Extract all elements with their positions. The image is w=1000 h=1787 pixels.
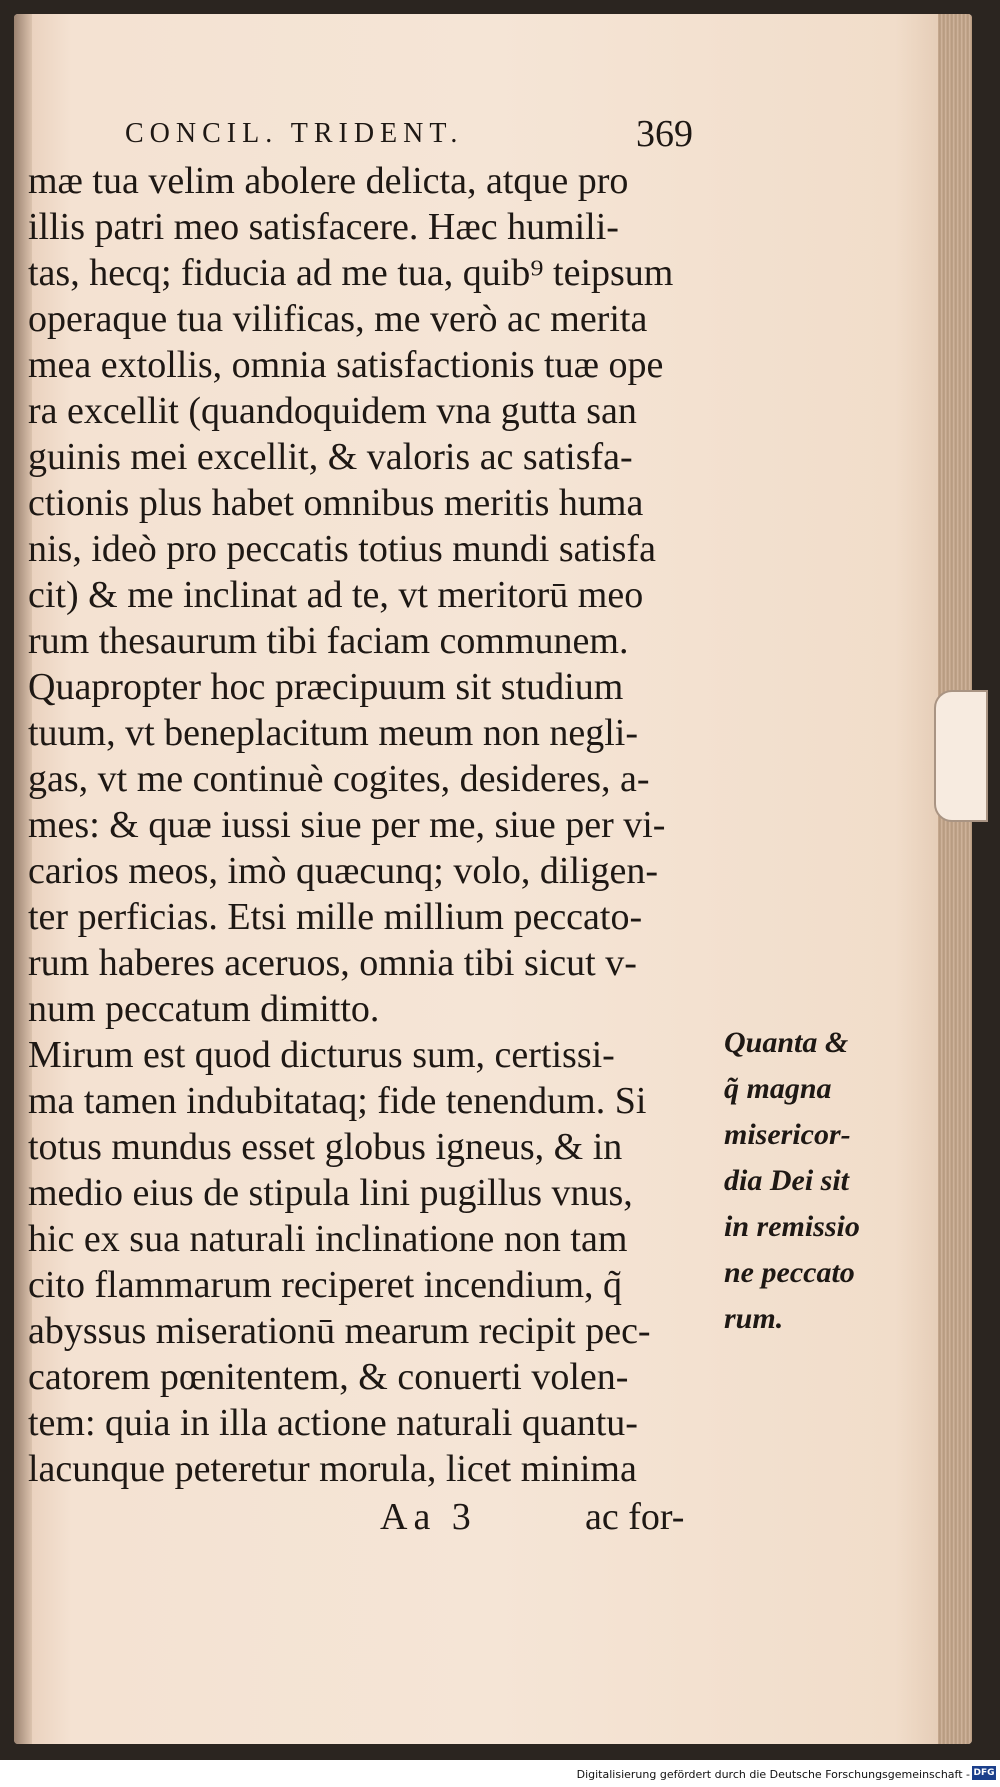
signature-mark: Aa 3	[380, 1496, 477, 1538]
body-line: mæ tua velim abolere delicta, atque pro	[28, 160, 629, 202]
marginal-note-line: in remissio	[724, 1210, 860, 1243]
marginal-note-line: dia Dei sit	[724, 1164, 849, 1197]
body-line: catorem pœnitentem, & conuerti volen-	[28, 1356, 629, 1398]
body-line: guinis mei excellit, & valoris ac satisfa-	[28, 436, 633, 478]
body-line: Mirum est quod dicturus sum, certissi-	[28, 1034, 615, 1076]
body-line: gas, vt me continuè cogites, desideres, a-	[28, 758, 650, 800]
page-number: 369	[636, 113, 693, 155]
dfg-logo-icon: DFG	[973, 1768, 995, 1778]
body-line: Quapropter hoc præcipuum sit studium	[28, 666, 624, 708]
body-line: ter perficias. Etsi mille millium peccato-	[28, 896, 643, 938]
digitization-credit: Digitalisierung gefördert durch die Deutsche Forschungsgemeinschaft -	[576, 1768, 970, 1781]
marginal-note-line: misericor-	[724, 1118, 851, 1151]
body-line: rum haberes aceruos, omnia tibi sicut v-	[28, 942, 637, 984]
body-line: lacunque peteretur morula, licet minima	[28, 1448, 637, 1490]
body-line: abyssus miserationū mearum recipit pec-	[28, 1310, 651, 1352]
body-line: hic ex sua naturali inclinatione non tam	[28, 1218, 628, 1260]
body-line: totus mundus esset globus igneus, & in	[28, 1126, 623, 1168]
body-line: num peccatum dimitto.	[28, 988, 380, 1030]
body-line: tuum, vt beneplacitum meum non negli-	[28, 712, 638, 754]
body-line: cito flammarum reciperet incendium, q̃	[28, 1264, 623, 1306]
body-line: mea extollis, omnia satisfactionis tuæ ope	[28, 344, 664, 386]
body-line: carios meos, imò quæcunq; volo, diligen-	[28, 850, 659, 892]
catchword: ac for-	[585, 1496, 685, 1538]
body-line: tem: quia in illa actione naturali quantu-	[28, 1402, 638, 1444]
marginal-note-line: ne peccato	[724, 1256, 855, 1289]
body-line: rum thesaurum tibi faciam communem.	[28, 620, 629, 662]
page-tab	[934, 690, 988, 822]
body-line: nis, ideò pro peccatis totius mundi satisfa	[28, 528, 656, 570]
body-line: ra excellit (quandoquidem vna gutta san	[28, 390, 637, 432]
body-line: cit) & me inclinat ad te, vt meritorū meo	[28, 574, 644, 616]
body-line: illis patri meo satisfacere. Hæc humili-	[28, 206, 619, 248]
marginal-note-line: q̃ magna	[724, 1072, 832, 1105]
body-line: operaque tua vilificas, me verò ac merita	[28, 298, 648, 340]
fore-edge	[938, 14, 972, 1744]
body-line: mes: & quæ iussi siue per me, siue per vi-	[28, 804, 666, 846]
body-line: ctionis plus habet omnibus meritis huma	[28, 482, 644, 524]
marginal-note-line: Quanta &	[724, 1026, 849, 1059]
body-line: tas, hecq; fiducia ad me tua, quib⁹ teipsum	[28, 252, 674, 294]
marginal-note-line: rum.	[724, 1302, 784, 1335]
running-head: CONCIL. TRIDENT.	[125, 118, 464, 149]
body-line: medio eius de stipula lini pugillus vnus,	[28, 1172, 633, 1214]
body-line: ma tamen indubitataq; fide tenendum. Si	[28, 1080, 647, 1122]
